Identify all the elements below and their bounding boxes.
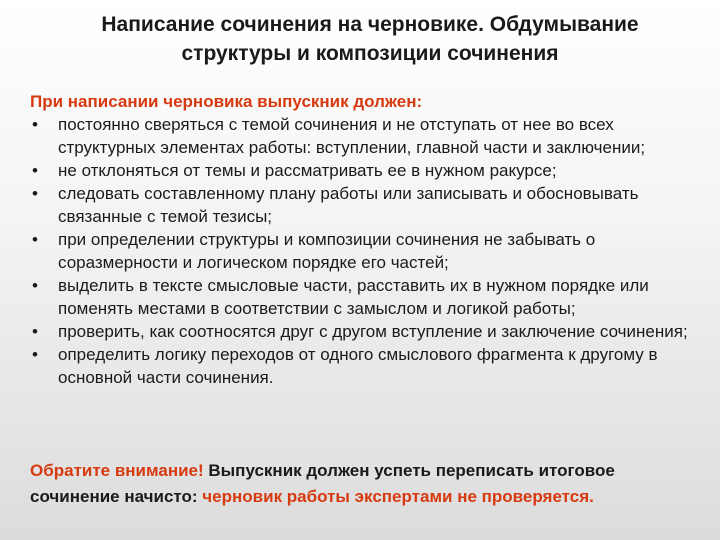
list-item-text: постоянно сверяться с темой сочинения и не отступать от нее во всех структурных элементах работы: вступлении, главной части и заключении;	[58, 115, 646, 157]
list-item	[30, 320, 690, 343]
title-line-1: Написание сочинения на черновике. Обдумывание	[101, 13, 639, 36]
note-block	[30, 458, 690, 510]
list-item-text: выделить в тексте смысловые части, расставить их в нужном порядке или поменять местами в соответствии с замыслом и логикой работы;	[58, 276, 649, 318]
title-line-2: структуры и композиции сочинения	[181, 42, 559, 65]
list-item-text: следовать составленному плану работы или записывать и обосновывать связанные с темой тезисы;	[58, 184, 639, 226]
bullet-icon: •	[32, 276, 38, 295]
bullet-icon: •	[32, 322, 38, 341]
note-text: Выпускник должен успеть переписать итоговое сочинение начисто:	[30, 461, 615, 506]
list-item-text: не отклоняться от темы и рассматривать ее в нужном ракурсе;	[58, 161, 557, 180]
note-emphasis: черновик работы экспертами не проверяется.	[197, 487, 594, 506]
slide-title	[30, 10, 710, 68]
list-item	[30, 343, 690, 389]
list-item	[30, 159, 690, 182]
list-item	[30, 113, 690, 159]
list-item-text: проверить, как соотносятся друг с другом вступление и заключение сочинения;	[58, 322, 688, 341]
slide-content	[30, 90, 690, 389]
bullet-icon: •	[32, 230, 38, 249]
note-attention: Обратите внимание!	[30, 461, 204, 480]
list-item	[30, 182, 690, 228]
list-item	[30, 274, 690, 320]
bullet-icon: •	[32, 345, 38, 364]
bullet-list	[30, 113, 690, 389]
intro-text: При написании черновика выпускник должен:	[30, 92, 423, 111]
bullet-icon: •	[32, 161, 38, 180]
bullet-icon: •	[32, 115, 38, 134]
bullet-icon: •	[32, 184, 38, 203]
list-item-text: определить логику переходов от одного смыслового фрагмента к другому в основной части сочинения.	[58, 345, 658, 387]
list-item	[30, 228, 690, 274]
list-item-text: при определении структуры и композиции сочинения не забывать о соразмерности и логическом порядке его частей;	[58, 230, 596, 272]
